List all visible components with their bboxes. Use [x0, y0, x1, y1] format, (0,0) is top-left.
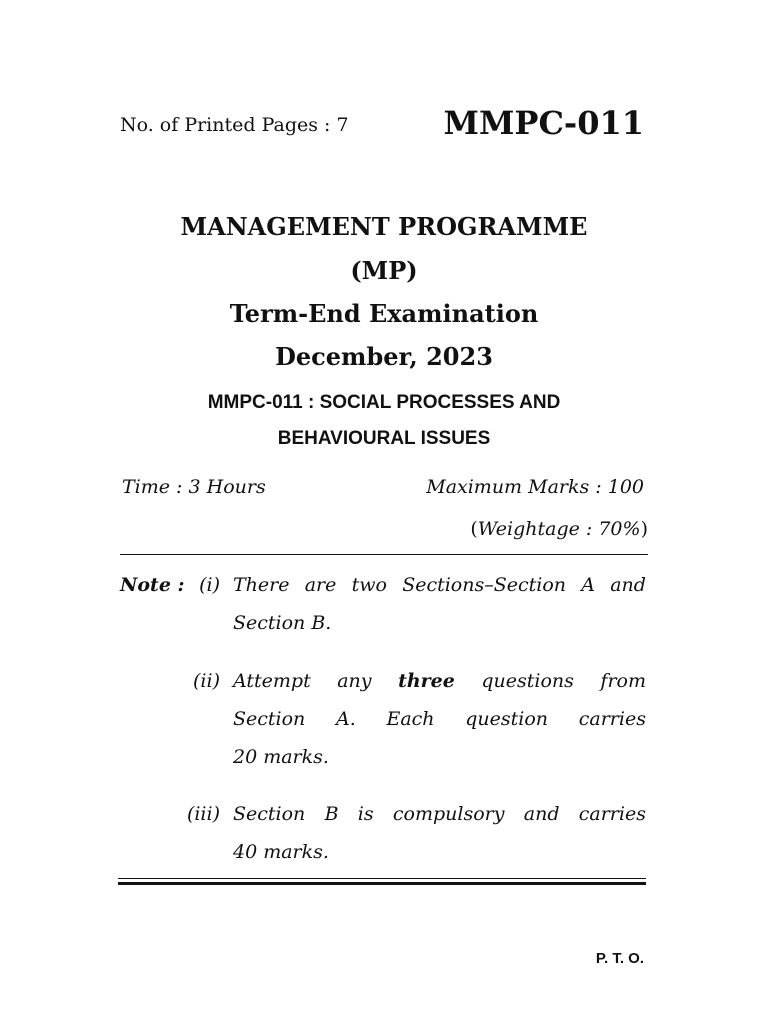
- note-item-line: [233, 708, 646, 730]
- word: Attempt: [233, 670, 311, 692]
- note-item-line: [233, 670, 646, 692]
- word: Each: [386, 708, 435, 730]
- note-label: Note :: [120, 574, 185, 596]
- word: carries: [578, 803, 646, 825]
- note-item-number: (i): [199, 574, 220, 596]
- weightage-close: ): [640, 518, 648, 540]
- note-item-line: Section B.: [233, 612, 332, 634]
- emphasis-word: three: [398, 670, 455, 692]
- header-divider: [120, 554, 648, 555]
- footer-divider-thin: [118, 878, 646, 879]
- printed-pages: No. of Printed Pages : 7: [120, 114, 349, 136]
- word: question: [465, 708, 549, 730]
- note-item-line: 20 marks.: [233, 746, 329, 768]
- note-item-line: [233, 803, 646, 825]
- word: and: [610, 574, 646, 596]
- word: questions: [481, 670, 574, 692]
- word: any: [337, 670, 372, 692]
- course-title-line1: MMPC-011 : SOCIAL PROCESSES AND: [207, 392, 561, 413]
- weightage: [470, 518, 648, 540]
- word: and: [523, 803, 560, 825]
- weightage-text: Weightage : 70%: [477, 518, 641, 540]
- note-item-number: (ii): [193, 670, 220, 692]
- paper-code: MMPC-011: [443, 104, 644, 142]
- word: There: [233, 574, 290, 596]
- word: Section: [233, 708, 306, 730]
- note-item-line: 40 marks.: [233, 841, 329, 863]
- weightage-open: (: [470, 518, 478, 540]
- word: two: [351, 574, 387, 596]
- course-title-line2: BEHAVIOURAL ISSUES: [277, 428, 491, 449]
- word: Sections–Section: [402, 574, 567, 596]
- note-item-number: (iii): [186, 803, 220, 825]
- word: carries: [578, 708, 646, 730]
- exam-session: December, 2023: [275, 342, 493, 371]
- word: is: [357, 803, 374, 825]
- word: are: [304, 574, 337, 596]
- time-allowed: Time : 3 Hours: [122, 476, 266, 498]
- maximum-marks: Maximum Marks : 100: [426, 476, 644, 498]
- word: from: [600, 670, 646, 692]
- word: compulsory: [392, 803, 505, 825]
- programme-title: MANAGEMENT PROGRAMME: [180, 212, 588, 241]
- footer-divider-thick: [118, 882, 646, 885]
- word: A.: [336, 708, 356, 730]
- exam-title: Term-End Examination: [229, 299, 539, 328]
- programme-abbrev: (MP): [350, 256, 418, 285]
- word: B: [324, 803, 339, 825]
- note-item-line: [233, 574, 646, 596]
- word: A: [581, 574, 595, 596]
- word: Section: [233, 803, 306, 825]
- page-turn-note: P. T. O.: [595, 950, 644, 967]
